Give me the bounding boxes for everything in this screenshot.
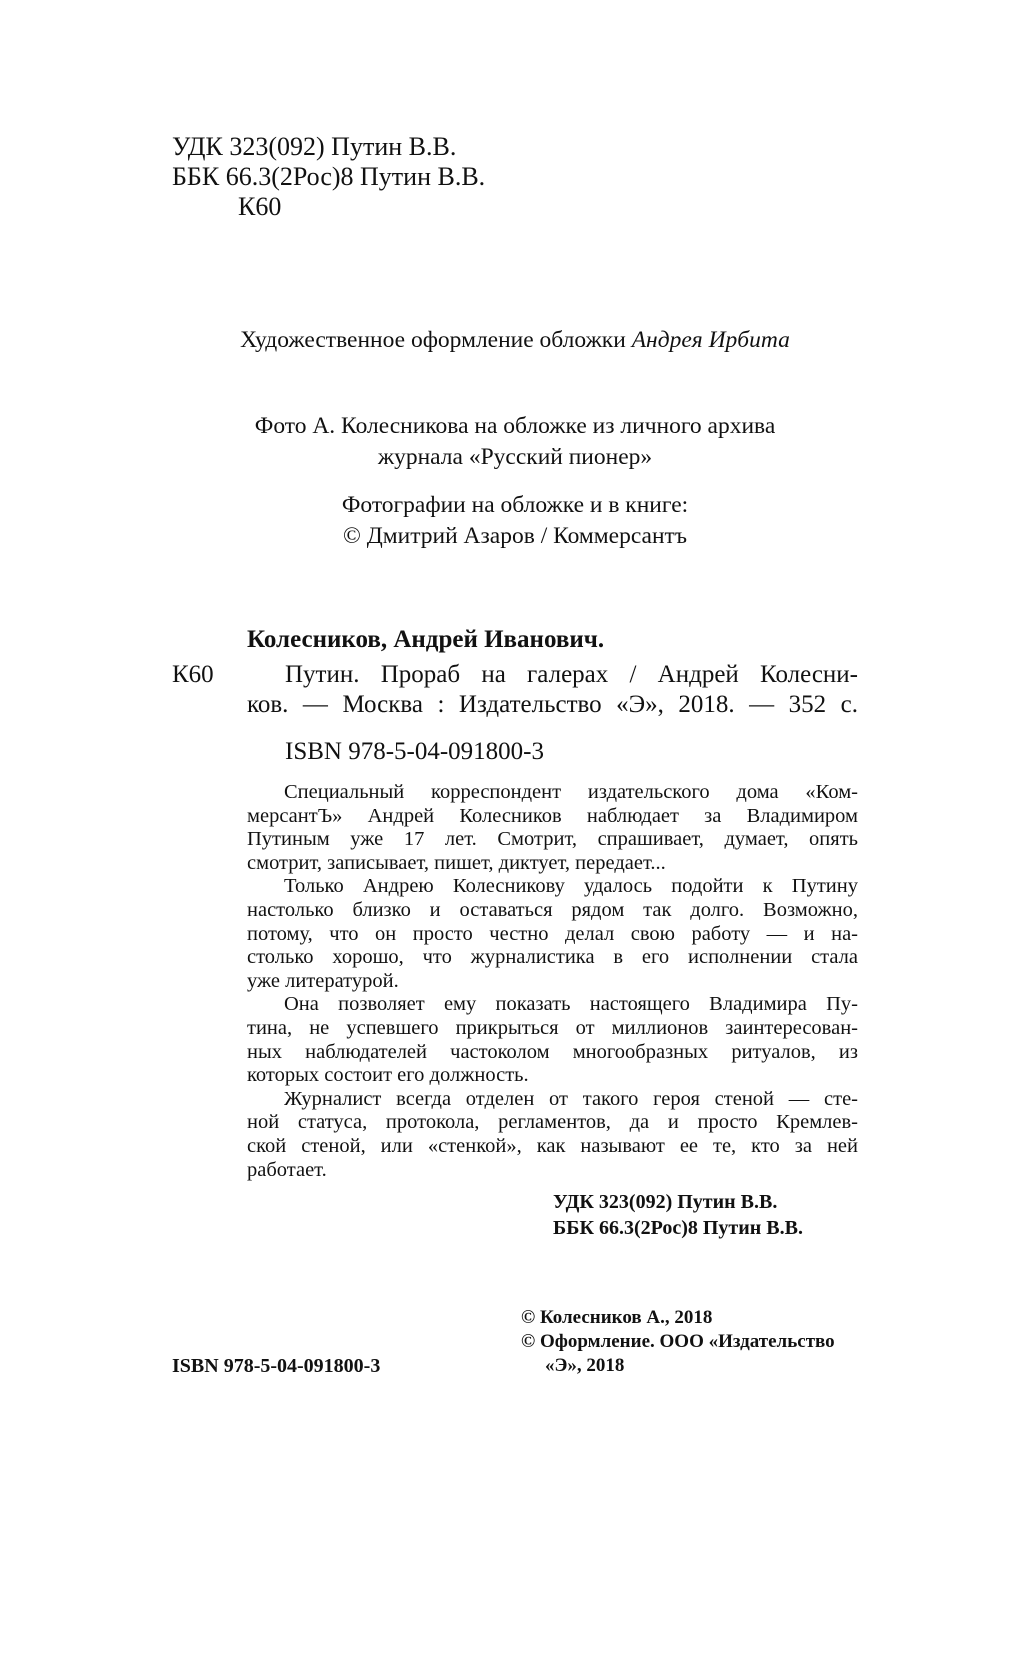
card-description-line-2: ков. — Москва : Издательство «Э», 2018. — 352 с. <box>247 691 858 718</box>
annotation-line: смотрит, записывает, пишет, диктует, передает... <box>247 851 666 874</box>
copyright-author: © Колесников А., 2018 <box>521 1307 713 1328</box>
annotation-line: ных наблюдателей частоколом многообразных ритуалов, из <box>247 1040 858 1063</box>
annotation-line: тина, не успевшего прикрыться от миллионов заинтересован- <box>247 1017 858 1039</box>
annotation-line: ской стеной, или «стенкой», как называют ее те, кто за ней <box>247 1135 858 1157</box>
card-isbn: ISBN 978-5-04-091800-3 <box>285 738 545 765</box>
annotation-line: Журналист всегда отделен от такого героя стеной — сте- <box>284 1087 858 1110</box>
annotation-line: Только Андрею Колесникову удалось подойти к Путину <box>284 875 858 898</box>
card-description-line-1: Путин. Прораб на галерах / Андрей Колесни- <box>285 661 858 688</box>
annotation-line: работает. <box>247 1158 327 1181</box>
photo-credit-line-2: журнала «Русский пионер» <box>377 444 653 470</box>
annotation-line: столько хорошо, что журналистика в его исполнении стала <box>247 946 858 969</box>
photo-credit-line-1: Фото А. Колесникова на обложке из личного архива <box>254 413 776 439</box>
annotation-line: Она позволяет ему показать настоящего Владимира Пу- <box>284 993 858 1016</box>
annotation-line: потому, что он просто честно делал свою работу — и на- <box>247 922 858 945</box>
bbk-line-bottom: ББК 66.3(2Рос)8 Путин В.В. <box>553 1217 803 1239</box>
udk-line-bottom: УДК 323(092) Путин В.В. <box>553 1191 778 1213</box>
bbk-line-top: ББК 66.3(2Рос)8 Путин В.В. <box>172 162 486 191</box>
photos-credit-line-1: Фотографии на обложке и в книге: <box>341 492 689 518</box>
photos-credit-line-2: © Дмитрий Азаров / Коммерсантъ <box>343 523 687 549</box>
annotation-line: уже литературой. <box>247 969 399 992</box>
cover-design-artist: Андрея Ирбита <box>631 327 790 353</box>
annotation-line: которых состоит его должность. <box>247 1064 529 1087</box>
cover-design-credit <box>0 327 1024 354</box>
annotation-line: настолько близко и оставаться рядом так долго. Возможно, <box>247 899 858 921</box>
author-mark-top: К60 <box>238 192 282 221</box>
annotation-line: ной статуса, протокола, регламентов, да и просто Кремлев- <box>247 1111 858 1134</box>
copyright-design-line-2: «Э», 2018 <box>545 1355 625 1376</box>
cover-design-prefix: Художественное оформление обложки <box>240 327 626 353</box>
copyright-design-line-1: © Оформление. ООО «Издательство <box>521 1331 835 1352</box>
udk-line-top: УДК 323(092) Путин В.В. <box>172 132 457 161</box>
annotation-line: мерсантЪ» Андрей Колесников наблюдает за Владимиром <box>247 804 858 827</box>
card-author-mark: К60 <box>172 661 214 688</box>
annotation-line: Специальный корреспондент издательского дома «Ком- <box>284 781 858 803</box>
annotation-line: Путиным уже 17 лет. Смотрит, спрашивает, думает, опять <box>247 828 858 851</box>
card-author-heading: Колесников, Андрей Иванович. <box>247 626 605 653</box>
footer-isbn: ISBN 978-5-04-091800-3 <box>172 1355 381 1377</box>
